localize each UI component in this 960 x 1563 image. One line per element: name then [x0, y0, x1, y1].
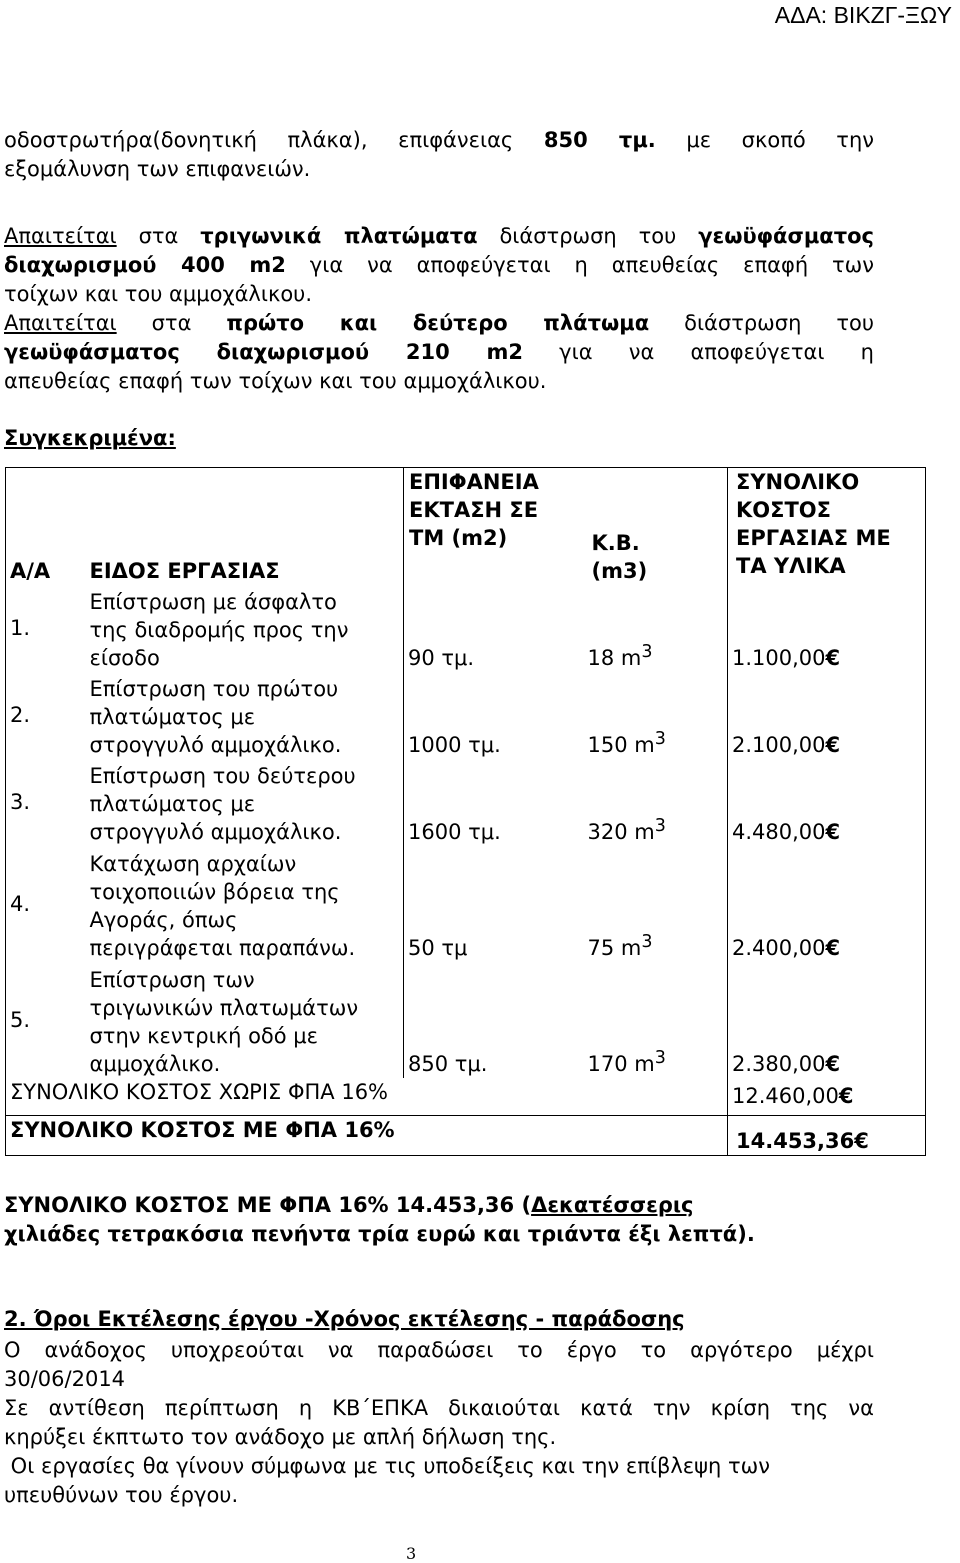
- page-number: 3: [406, 1544, 417, 1563]
- header-area: ΕΠΙΦΑΝΕΙΑ ΕΚΤΑΣΗ ΣΕ ΤΜ (m2): [404, 468, 584, 585]
- header-aa: Α/Α: [10, 558, 51, 583]
- header-kb: Κ.Β. (m3): [591, 530, 648, 583]
- row-kb: 75 $m^3$: [587, 931, 653, 960]
- row-number: 1.: [10, 616, 31, 640]
- header-type: ΕΙΔΟΣ ΕΡΓΑΣΙΑΣ: [89, 558, 280, 583]
- section2-p2-line-1: Σε αντίθεση περίπτωση η ΚΒ΄ΕΠΚΑ δικαιούται κατά την κρίση της να: [4, 1396, 874, 1420]
- para2-line-3: απευθείας επαφή των τοίχων και του αμμοχάλικου.: [4, 369, 547, 393]
- table-row: [6, 759, 926, 846]
- works-table: [5, 467, 926, 1156]
- row-kb: 170 $m^3$: [587, 1047, 666, 1076]
- para1-line-1: Απαιτείται στα τριγωνικά πλατώματα διάστρωση του γεωϋφάσματος: [4, 224, 874, 248]
- intro-line-1: οδοστρωτήρα(δονητική πλάκα), επιφάνειας 850 τμ. με σκοπό την: [4, 128, 874, 152]
- row-cost: 4.480,00€: [728, 759, 926, 846]
- section2-p3-line-1: Οι εργασίες θα γίνουν σύμφωνα με τις υποδείξεις και την επίβλεψη των: [4, 1454, 770, 1478]
- section2-p1-line-2: 30/06/2014: [4, 1367, 126, 1391]
- summary-line-1: ΣΥΝΟΛΙΚΟ ΚΟΣΤΟΣ ΜΕ ΦΠΑ 16% 14.453,36 (Δεκατέσσερις: [4, 1193, 694, 1217]
- summary-line-2: χιλιάδες τετρακόσια πενήντα τρία ευρώ και τριάντα έξι λεπτά).: [4, 1222, 755, 1246]
- row-number: 2.: [10, 703, 31, 727]
- para2-line-2: γεωϋφάσματος διαχωρισμού 210 m2 για να αποφεύγεται η: [4, 340, 874, 364]
- table-row: [6, 672, 926, 759]
- row-cost: 1.100,00€: [728, 585, 926, 672]
- row-cost: 2.380,00€: [728, 962, 926, 1078]
- row-number: 3.: [10, 790, 31, 814]
- row-description: Επίστρωση με άσφαλτο της διαδρομής προς την είσοδο: [89, 589, 349, 670]
- row-description: Επίστρωση των τριγωνικών πλατωμάτων στην κεντρική οδό με αμμοχάλικο.: [89, 967, 359, 1076]
- table-row: [6, 585, 926, 672]
- total-no-vat-row: [6, 1078, 926, 1116]
- total-vat-label: ΣΥΝΟΛΙΚΟ ΚΟΣΤΟΣ ΜΕ ΦΠΑ 16%: [6, 1116, 728, 1156]
- row-area: 90 τμ.: [404, 585, 584, 672]
- para1-line-3: τοίχων και του αμμοχάλικου.: [4, 282, 313, 306]
- section2-p2-line-2: κηρύξει έκπτωτο τον ανάδοχο με απλή δήλωση της.: [4, 1425, 557, 1449]
- table-row: [6, 962, 926, 1078]
- table-row: [6, 846, 926, 962]
- total-no-vat-value: 12.460,00€: [728, 1078, 926, 1116]
- para1-line-2: διαχωρισμού 400 m2 για να αποφεύγεται η απευθείας επαφή των: [4, 253, 874, 277]
- header-cost: ΣΥΝΟΛΙΚΟ ΚΟΣΤΟΣ ΕΡΓΑΣΙΑΣ ΜΕ ΤΑ ΥΛΙΚΑ: [728, 468, 926, 585]
- row-kb: 18 $m^3$: [587, 641, 653, 670]
- row-cost: 2.400,00€: [728, 846, 926, 962]
- section2-p1-line-1: Ο ανάδοχος υποχρεούται να παραδώσει το έργο το αργότερο μέχρι: [4, 1338, 874, 1362]
- row-area: 1000 τμ.: [404, 672, 584, 759]
- row-cost: 2.100,00€: [728, 672, 926, 759]
- row-area: 50 τμ: [404, 846, 584, 962]
- row-description: Επίστρωση του δεύτερου πλατώματος με στρογγυλό αμμοχάλικο.: [89, 763, 356, 844]
- row-number: 5.: [10, 1007, 31, 1032]
- row-number: 4.: [10, 891, 31, 916]
- table-header-row: [6, 468, 926, 585]
- row-description: Κατάχωση αρχαίων τοιχοποιιών βόρεια της Αγοράς, όπως περιγράφεται παραπάνω.: [89, 851, 356, 960]
- row-kb: 320 $m^3$: [587, 815, 666, 844]
- total-vat-row: [6, 1116, 926, 1156]
- para2-line-1: Απαιτείται στα πρώτο και δεύτερο πλάτωμα διάστρωση του: [4, 311, 874, 335]
- total-no-vat-label: ΣΥΝΟΛΙΚΟ ΚΟΣΤΟΣ ΧΩΡΙΣ ΦΠΑ 16%: [10, 1079, 389, 1104]
- row-area: 850 τμ.: [404, 962, 584, 1078]
- row-area: 1600 τμ.: [404, 759, 584, 846]
- row-description: Επίστρωση του πρώτου πλατώματος με στρογγυλό αμμοχάλικο.: [89, 676, 342, 757]
- intro-line-2: εξομάλυνση των επιφανειών.: [4, 157, 311, 181]
- section2-p3-line-2: υπευθύνων του έργου.: [4, 1483, 239, 1507]
- section2-heading: 2. Όροι Εκτέλεσης έργου -Χρόνος εκτέλεσης - παράδοσης: [4, 1307, 685, 1331]
- total-vat-value: 14.453,36€: [728, 1116, 926, 1156]
- row-kb: 150 $m^3$: [587, 728, 666, 757]
- specifically-heading: Συγκεκριμένα:: [4, 426, 176, 450]
- ada-code: ΑΔΑ: ΒΙΚΖΓ-ΞΩΥ: [774, 2, 952, 28]
